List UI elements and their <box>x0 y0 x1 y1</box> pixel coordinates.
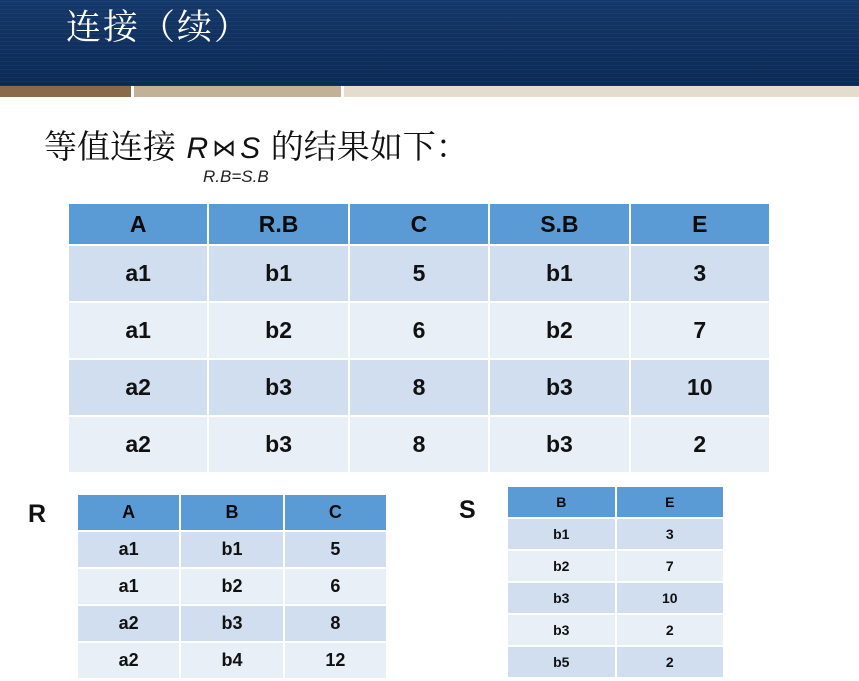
column-header: E <box>631 204 771 246</box>
table-cell: b2 <box>508 551 617 583</box>
table-cell: 8 <box>350 417 490 474</box>
column-header: E <box>617 487 726 519</box>
accent-stripe-mid <box>134 86 341 97</box>
table-cell: 7 <box>617 551 726 583</box>
table-cell: 2 <box>617 615 726 647</box>
table-cell: b3 <box>181 606 284 643</box>
subtitle-prefix: 等值连接 <box>44 127 176 166</box>
table-cell: b3 <box>508 615 617 647</box>
column-header: C <box>285 495 388 532</box>
title-bar <box>0 0 859 86</box>
slide-subtitle <box>44 125 469 171</box>
table-cell: 6 <box>350 303 490 360</box>
table-cell: b1 <box>209 246 349 303</box>
table-cell: b1 <box>508 519 617 551</box>
relation-s-label: S <box>459 496 476 524</box>
table-cell: 3 <box>631 246 771 303</box>
accent-stripe-light <box>344 86 859 97</box>
table-row <box>508 519 725 551</box>
table-row <box>508 615 725 647</box>
table-row <box>508 551 725 583</box>
table-cell: 8 <box>350 360 490 417</box>
table-row <box>69 417 771 474</box>
left-relation: R <box>186 132 209 165</box>
join-symbol: ⋈ <box>212 134 237 162</box>
table-cell: a2 <box>69 417 209 474</box>
column-header: A <box>78 495 181 532</box>
relation-r-table <box>78 495 388 680</box>
table-cell: b3 <box>209 417 349 474</box>
table-header-row <box>69 204 771 246</box>
table-cell: a2 <box>69 360 209 417</box>
table-row <box>69 360 771 417</box>
table-cell: 2 <box>631 417 771 474</box>
table-row <box>78 569 388 606</box>
table-cell: 3 <box>617 519 726 551</box>
column-header: R.B <box>209 204 349 246</box>
table-cell: 8 <box>285 606 388 643</box>
table-cell: a1 <box>69 246 209 303</box>
column-header: A <box>69 204 209 246</box>
column-header: B <box>181 495 284 532</box>
subtitle-suffix: 的结果如下： <box>270 127 469 166</box>
table-cell: b1 <box>181 532 284 569</box>
table-cell: a2 <box>78 606 181 643</box>
table-cell: 2 <box>617 647 726 679</box>
table-cell: b3 <box>490 360 630 417</box>
table-row <box>69 246 771 303</box>
table-row <box>78 643 388 680</box>
table-row <box>78 532 388 569</box>
relation-s-table <box>508 487 725 679</box>
table-cell: 10 <box>631 360 771 417</box>
table-cell: b5 <box>508 647 617 679</box>
table-cell: b2 <box>209 303 349 360</box>
table-row <box>508 647 725 679</box>
table-cell: a1 <box>78 532 181 569</box>
column-header: S.B <box>490 204 630 246</box>
right-relation: S <box>240 132 261 165</box>
table-cell: 6 <box>285 569 388 606</box>
result-table <box>69 204 771 474</box>
table-cell: b3 <box>209 360 349 417</box>
table-cell: a2 <box>78 643 181 680</box>
table-row <box>78 606 388 643</box>
table-cell: b3 <box>490 417 630 474</box>
table-cell: b3 <box>508 583 617 615</box>
relation-r-label: R <box>28 500 47 528</box>
table-cell: b2 <box>181 569 284 606</box>
table-row <box>508 583 725 615</box>
table-cell: 5 <box>350 246 490 303</box>
accent-stripe-dark <box>0 86 131 97</box>
table-row <box>69 303 771 360</box>
table-header-row <box>78 495 388 532</box>
table-cell: b4 <box>181 643 284 680</box>
table-cell: 5 <box>285 532 388 569</box>
slide-title: 连接（续） <box>66 8 252 48</box>
table-cell: 12 <box>285 643 388 680</box>
table-cell: 7 <box>631 303 771 360</box>
table-cell: 10 <box>617 583 726 615</box>
table-cell: b1 <box>490 246 630 303</box>
table-cell: b2 <box>490 303 630 360</box>
join-condition: R.B=S.B <box>203 167 269 186</box>
table-header-row <box>508 487 725 519</box>
column-header: C <box>350 204 490 246</box>
table-cell: a1 <box>78 569 181 606</box>
column-header: B <box>508 487 617 519</box>
table-cell: a1 <box>69 303 209 360</box>
